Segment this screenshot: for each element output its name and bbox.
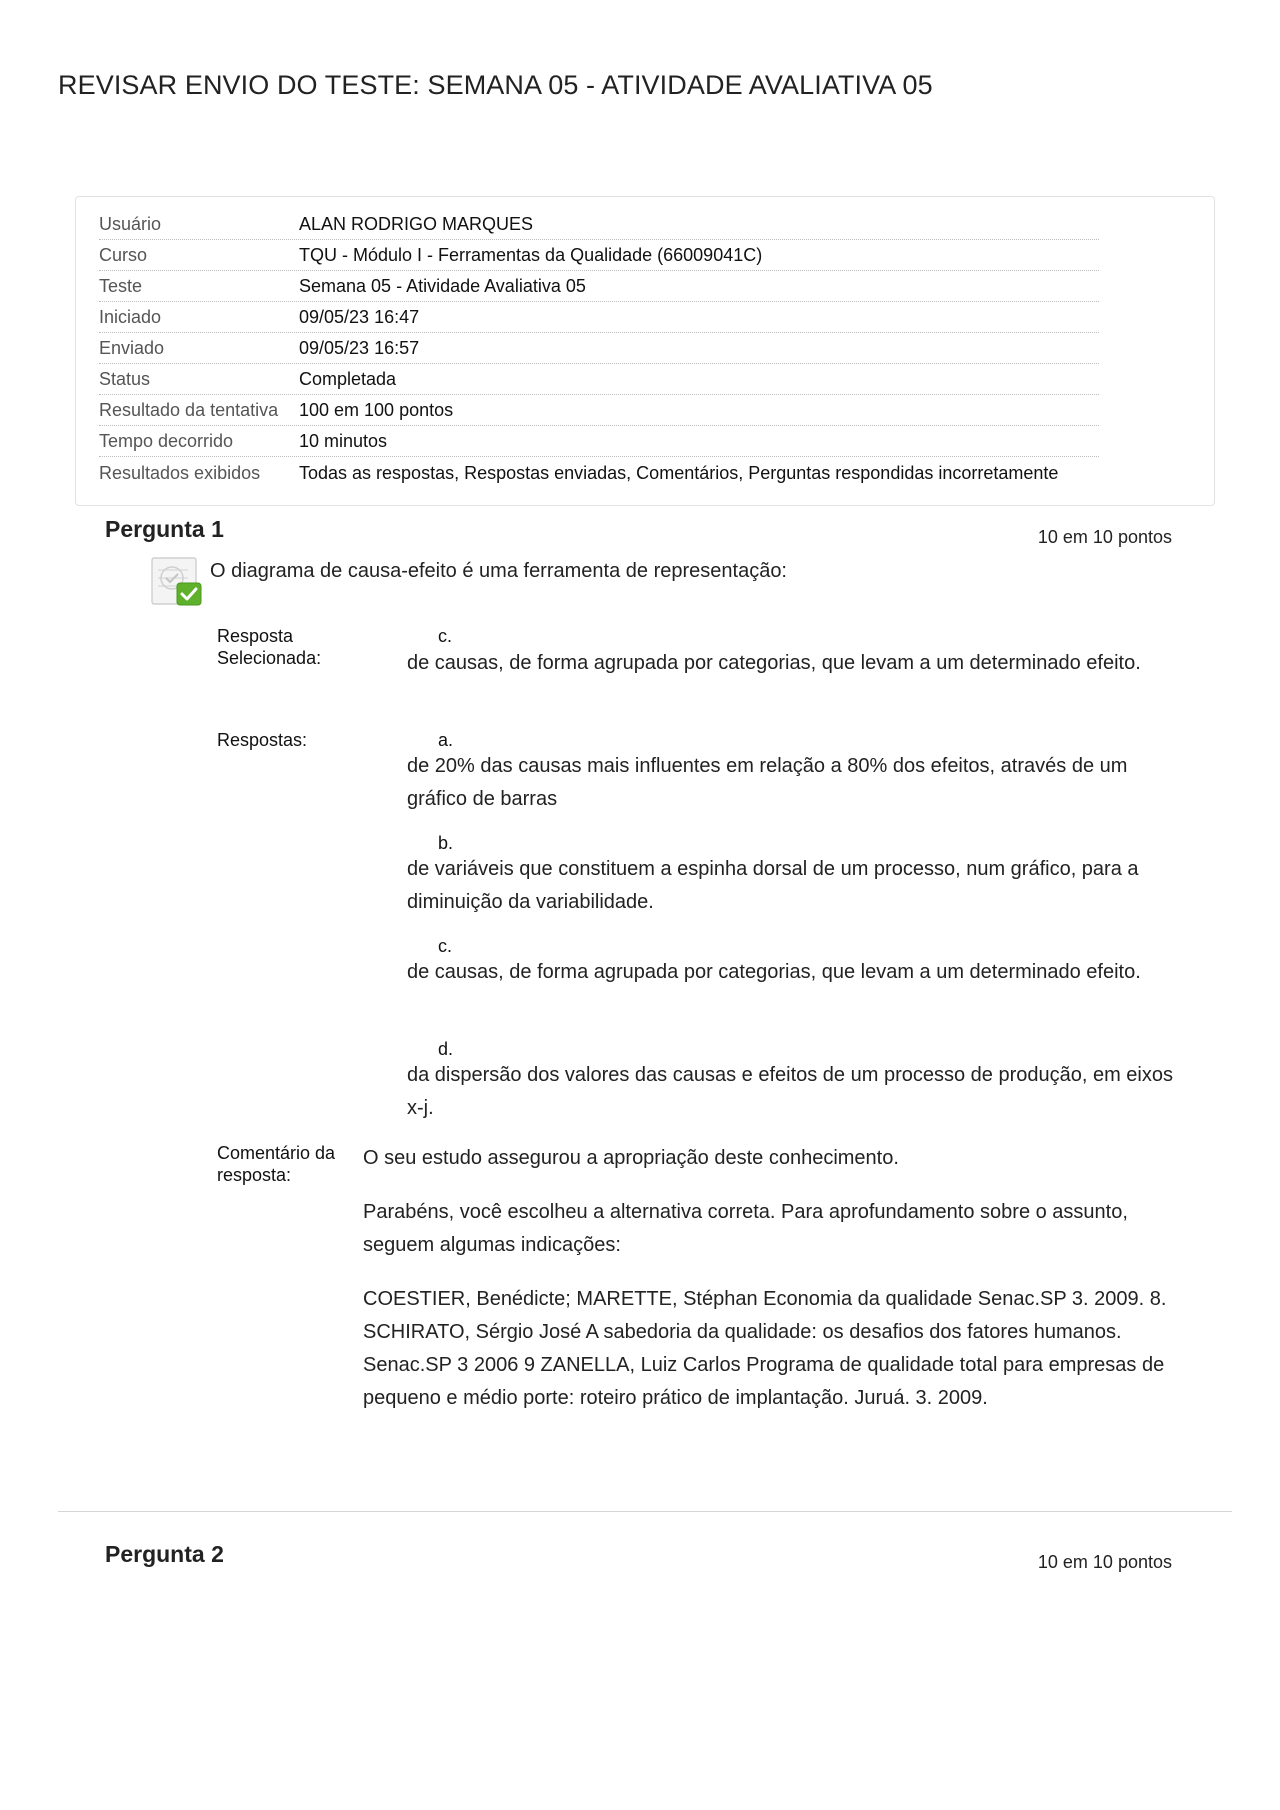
answers-label: Respostas: [217, 730, 308, 750]
summary-value: 09/05/23 16:47 [299, 307, 420, 327]
answer-c-text: de causas, de forma agrupada por categorias, que levam a um determinado efeito. [407, 961, 1141, 983]
question-2-points: 10 em 10 pontos [1037, 1552, 1172, 1572]
page-title: REVISAR ENVIO DO TESTE: SEMANA 05 - ATIVIDADE AVALIATIVA 05 [58, 70, 933, 100]
question-1-header: Pergunta 1 [105, 516, 224, 542]
summary-label: Curso [99, 245, 148, 265]
selected-answer-label: Resposta Selecionada: [217, 626, 322, 668]
answer-b-letter: b. [438, 833, 454, 853]
summary-value: Completada [299, 369, 397, 389]
summary-label: Status [99, 369, 151, 389]
selected-answer-letter: c. [438, 626, 453, 646]
summary-label: Resultado da tentativa [99, 400, 279, 420]
answer-d-text: da dispersão dos valores das causas e efeitos de um processo de produção, em eixos x-j. [407, 1064, 1173, 1119]
summary-value: ALAN RODRIGO MARQUES [299, 214, 534, 234]
summary-row-elapsed [99, 426, 1099, 457]
summary-value: TQU - Módulo I - Ferramentas da Qualidade (66009041C) [299, 245, 763, 265]
comment-label: Comentário da resposta: [217, 1143, 336, 1185]
answer-a-letter: a. [438, 730, 454, 750]
summary-value: 09/05/23 16:57 [299, 338, 420, 358]
answer-b-text: de variáveis que constituem a espinha dorsal de um processo, num gráfico, para a diminuição da variabilidade. [407, 858, 1139, 913]
summary-row-status [99, 364, 1099, 395]
answer-a-text: de 20% das causas mais influentes em relação a 80% dos efeitos, através de um gráfico de barras [407, 755, 1128, 810]
selected-answer-text: de causas, de forma agrupada por categorias, que levam a um determinado efeito. [407, 652, 1141, 674]
question-divider [58, 1511, 1232, 1512]
summary-value: Todas as respostas, Respostas enviadas, Comentários, Perguntas respondidas incorretamente [299, 463, 1059, 483]
summary-row-result [99, 395, 1099, 426]
summary-label: Enviado [99, 338, 165, 358]
summary-label: Iniciado [99, 307, 162, 327]
answer-c-letter: c. [438, 936, 453, 956]
answer-d-letter: d. [438, 1039, 454, 1059]
summary-row-started [99, 302, 1099, 333]
correct-check-icon [150, 556, 206, 608]
question-2-header: Pergunta 2 [105, 1541, 224, 1567]
summary-value: 100 em 100 pontos [299, 400, 454, 420]
comment-paragraph: COESTIER, Benédicte; MARETTE, Stéphan Economia da qualidade Senac.SP 3. 2009. 8. SCHIRATO, Sérgio José A sabedoria da qualidade: os desafios dos fatores humanos. Senac.SP 3 2006 9 ZANELLA, Luiz Carlos Programa de qualidade total para empresas de pequeno e médio porte: roteiro prático de implantação. Juruá. 3. 2009. [363, 1288, 1167, 1409]
summary-row-submitted [99, 333, 1099, 364]
summary-row-displayed [99, 457, 1099, 488]
summary-row-test [99, 271, 1099, 302]
summary-label: Tempo decorrido [99, 431, 234, 451]
summary-value: Semana 05 - Atividade Avaliativa 05 [299, 276, 586, 296]
question-1-points: 10 em 10 pontos [1037, 527, 1172, 547]
summary-row-user [99, 209, 1099, 240]
answer-comment [363, 1142, 1183, 1436]
attempt-summary [75, 196, 1215, 506]
summary-value: 10 minutos [299, 431, 388, 451]
summary-row-course [99, 240, 1099, 271]
question-1-text: O diagrama de causa-efeito é uma ferramenta de representação: [210, 560, 787, 582]
summary-label: Resultados exibidos [99, 463, 261, 483]
summary-label: Teste [99, 276, 143, 296]
summary-table [99, 209, 1099, 488]
comment-paragraph: O seu estudo assegurou a apropriação deste conhecimento. [363, 1147, 899, 1169]
comment-paragraph: Parabéns, você escolheu a alternativa correta. Para aprofundamento sobre o assunto, seguem algumas indicações: [363, 1201, 1128, 1256]
summary-label: Usuário [99, 214, 162, 234]
